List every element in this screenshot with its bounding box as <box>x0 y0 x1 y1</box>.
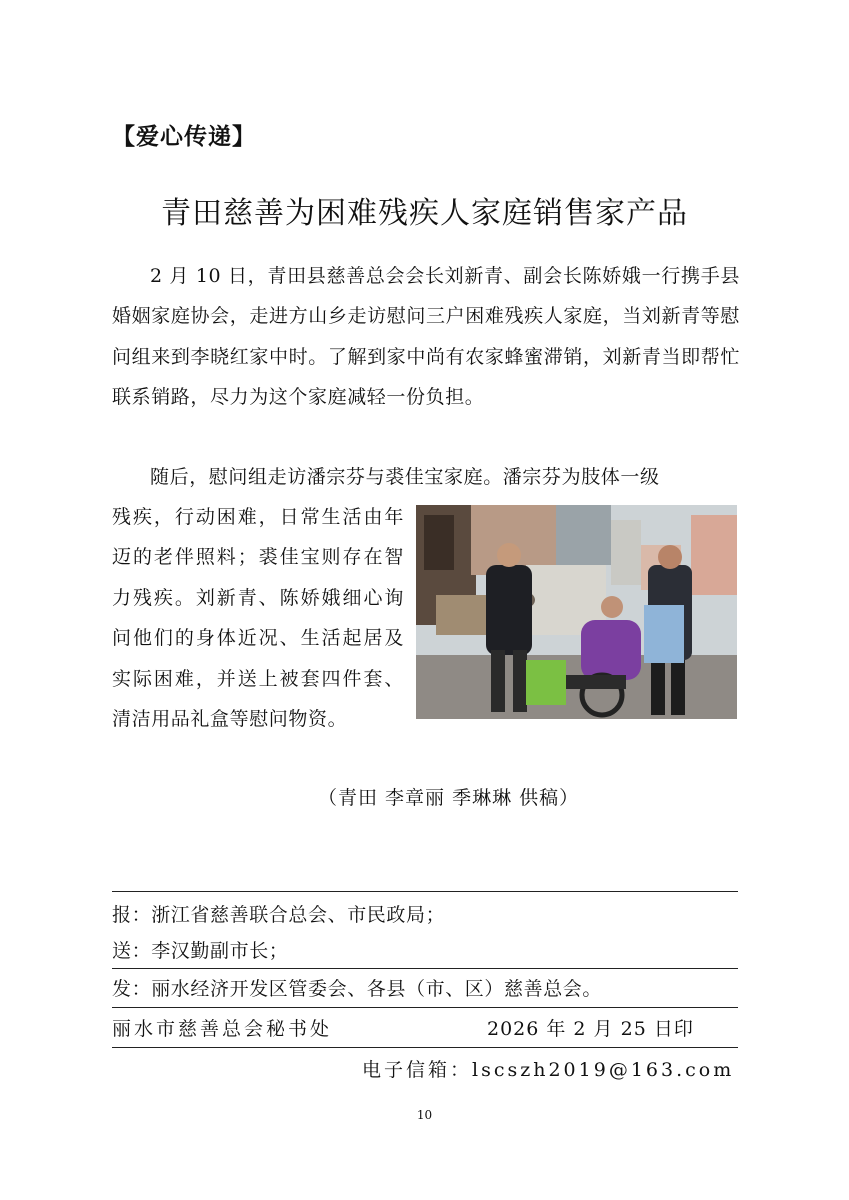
article-paragraph-2-lead: 随后，慰问组走访潘宗芬与裘佳宝家庭。潘宗芬为肢体一级 <box>150 466 660 488</box>
contact-email: 电子信箱：lscszh2019@163.com <box>362 1059 735 1081</box>
article-paragraph-2-rest: 残疾，行动困难，日常生活由年迈的老伴照料；裘佳宝则存在智力残疾。刘新青、陈娇娥细心询问他们的身体近况、生活起居及实际困难，并送上被套四件套、清洁用品礼盒等慰问物资。 <box>112 506 404 731</box>
divider-footer-top <box>112 1007 738 1008</box>
article-title: 青田慈善为困难残疾人家庭销售家产品 <box>161 196 688 231</box>
divider-top <box>112 891 738 892</box>
section-tag: 【爱心传递】 <box>112 124 256 150</box>
issuing-office: 丽水市慈善总会秘书处 <box>112 1018 333 1040</box>
article-paragraph-1: 2 月 10 日，青田县慈善总会会长刘新青、副会长陈娇娥一行携手县婚姻家庭协会，走进方山乡走访慰问三户困难残疾人家庭，当刘新青等慰问组来到李晓红家中时。了解到家中尚有农家蜂蜜滞销，刘新青当即帮忙联系销路，尽力为这个家庭减轻一份负担。 <box>112 265 740 409</box>
divider-footer-bottom <box>112 1047 738 1048</box>
byline: （青田 李章丽 季琳琳 供稿） <box>318 787 580 809</box>
visit-photo <box>416 505 737 719</box>
distribution-send: 送：李汉勤副市长； <box>112 940 289 962</box>
distribution-report: 报：浙江省慈善联合总会、市民政局； <box>112 904 446 926</box>
divider-middle <box>112 968 738 969</box>
page-number: 10 <box>416 1108 433 1122</box>
distribution-issue: 发：丽水经济开发区管委会、各县（市、区）慈善总会。 <box>112 978 603 1000</box>
print-date: 2026 年 2 月 25 日印 <box>487 1018 694 1040</box>
